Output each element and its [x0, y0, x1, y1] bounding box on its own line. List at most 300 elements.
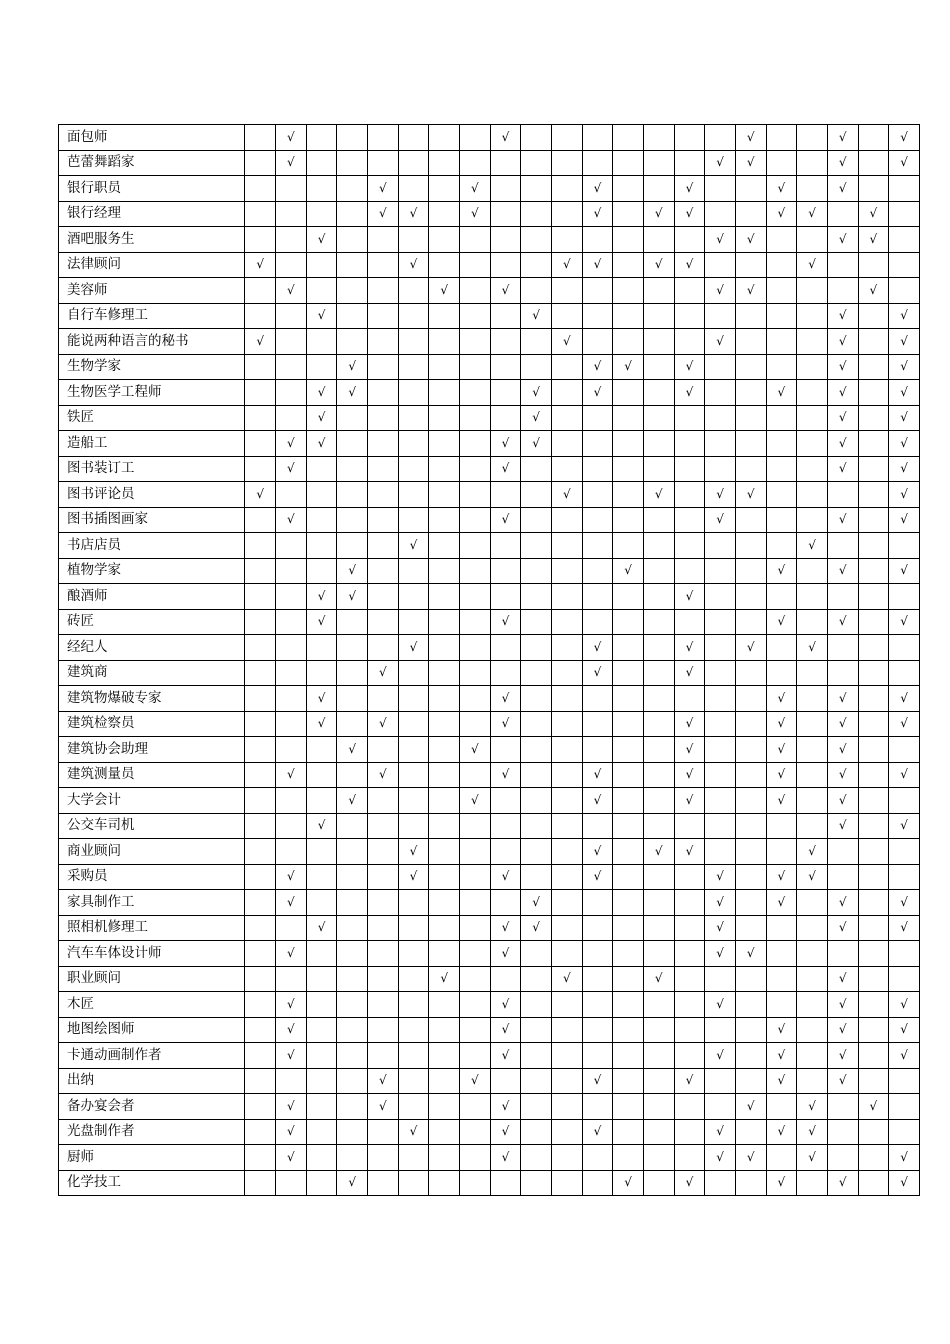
check-mark: √: [900, 333, 908, 348]
table-cell: [429, 533, 460, 559]
table-cell: [827, 227, 858, 253]
check-mark: √: [685, 716, 694, 731]
check-mark: √: [716, 996, 724, 1011]
table-cell: [551, 533, 582, 559]
table-cell: [582, 176, 613, 202]
table-cell: [858, 635, 889, 661]
check-mark: √: [624, 563, 632, 578]
table-cell: [490, 354, 521, 380]
table-cell: [490, 813, 521, 839]
table-cell: [613, 1145, 644, 1171]
check-mark: √: [379, 767, 387, 782]
table-cell: [613, 660, 644, 686]
table-cell: [337, 686, 368, 712]
table-cell: [766, 558, 797, 584]
table-cell: [306, 1043, 337, 1069]
table-cell: [521, 303, 552, 329]
table-cell: [337, 1017, 368, 1043]
table-cell: [429, 303, 460, 329]
table-cell: [827, 584, 858, 610]
table-cell: [674, 686, 705, 712]
check-mark: √: [685, 1073, 694, 1088]
table-cell: [889, 405, 920, 431]
check-mark: √: [777, 690, 786, 705]
table-cell: [368, 737, 399, 763]
table-row: [59, 1170, 920, 1196]
check-mark: √: [900, 359, 908, 374]
table-cell: [398, 584, 429, 610]
table-cell: [368, 1017, 399, 1043]
table-cell: [643, 125, 674, 151]
table-cell: [368, 125, 399, 151]
table-cell: [582, 329, 613, 355]
table-cell: [889, 788, 920, 814]
table-cell: [459, 686, 490, 712]
table-cell: [735, 227, 766, 253]
table-cell: [735, 482, 766, 508]
table-cell: [276, 660, 307, 686]
table-cell: [429, 431, 460, 457]
table-cell: [551, 354, 582, 380]
check-mark: √: [654, 257, 663, 272]
table-cell: [337, 303, 368, 329]
check-mark: √: [379, 665, 387, 680]
table-cell: [643, 227, 674, 253]
check-mark: √: [317, 818, 326, 833]
table-cell: [368, 941, 399, 967]
table-cell: [858, 915, 889, 941]
table-cell: [797, 839, 828, 865]
table-cell: [889, 635, 920, 661]
check-mark: √: [838, 741, 847, 756]
table-cell: [827, 201, 858, 227]
table-cell: [674, 915, 705, 941]
check-mark: √: [900, 384, 908, 399]
table-cell: [490, 150, 521, 176]
table-cell: [245, 992, 276, 1018]
table-cell: [827, 431, 858, 457]
check-mark: √: [900, 461, 908, 476]
table-cell: [459, 1068, 490, 1094]
table-cell: [827, 890, 858, 916]
table-row: [59, 584, 920, 610]
table-cell: [459, 278, 490, 304]
table-cell: [368, 1094, 399, 1120]
check-mark: √: [716, 1124, 724, 1139]
table-cell: [245, 533, 276, 559]
table-cell: [368, 635, 399, 661]
table-cell: [735, 150, 766, 176]
table-cell: [705, 1119, 736, 1145]
table-cell: [735, 405, 766, 431]
table-cell: [643, 380, 674, 406]
table-cell: [613, 1094, 644, 1120]
check-mark: √: [869, 282, 878, 297]
check-mark: √: [409, 257, 418, 272]
table-cell: [429, 1043, 460, 1069]
check-mark: √: [808, 537, 816, 552]
table-cell: [889, 762, 920, 788]
table-cell: [429, 737, 460, 763]
table-cell: [674, 737, 705, 763]
table-cell: [521, 660, 552, 686]
table-cell: [797, 176, 828, 202]
table-cell: [306, 890, 337, 916]
table-cell: [521, 1017, 552, 1043]
table-cell: [582, 966, 613, 992]
check-mark: √: [716, 155, 724, 170]
check-mark: √: [746, 155, 755, 170]
check-mark: √: [593, 869, 602, 884]
table-cell: [490, 1119, 521, 1145]
table-cell: [459, 584, 490, 610]
table-cell: [337, 635, 368, 661]
table-cell: [643, 329, 674, 355]
job-title: 公交车司机: [59, 813, 245, 839]
table-cell: [245, 1170, 276, 1196]
table-cell: [705, 278, 736, 304]
table-cell: [429, 711, 460, 737]
check-mark: √: [593, 257, 602, 272]
job-title: 经纪人: [59, 635, 245, 661]
table-cell: [797, 1068, 828, 1094]
table-cell: [858, 176, 889, 202]
check-mark: √: [838, 461, 847, 476]
table-cell: [551, 839, 582, 865]
table-cell: [613, 150, 644, 176]
table-cell: [490, 507, 521, 533]
table-cell: [735, 1170, 766, 1196]
check-mark: √: [838, 1022, 847, 1037]
table-cell: [398, 507, 429, 533]
table-cell: [490, 252, 521, 278]
table-cell: [368, 278, 399, 304]
check-mark: √: [838, 512, 847, 527]
table-cell: [582, 737, 613, 763]
table-cell: [337, 788, 368, 814]
table-cell: [827, 482, 858, 508]
table-cell: [582, 686, 613, 712]
table-cell: [735, 329, 766, 355]
check-mark: √: [746, 1149, 755, 1164]
job-title: 造船工: [59, 431, 245, 457]
table-cell: [337, 609, 368, 635]
check-mark: √: [501, 767, 510, 782]
table-cell: [735, 533, 766, 559]
table-cell: [429, 1068, 460, 1094]
table-cell: [398, 1119, 429, 1145]
table-cell: [337, 864, 368, 890]
table-cell: [306, 686, 337, 712]
table-cell: [521, 354, 552, 380]
job-title: 芭蕾舞蹈家: [59, 150, 245, 176]
check-mark: √: [777, 741, 786, 756]
table-cell: [827, 1094, 858, 1120]
job-title: 面包师: [59, 125, 245, 151]
table-cell: [368, 482, 399, 508]
check-mark: √: [348, 384, 356, 399]
check-mark: √: [409, 206, 418, 221]
table-cell: [766, 431, 797, 457]
check-mark: √: [654, 843, 663, 858]
table-cell: [459, 252, 490, 278]
check-mark: √: [562, 333, 571, 348]
table-cell: [705, 1017, 736, 1043]
table-cell: [245, 150, 276, 176]
check-mark: √: [287, 282, 295, 297]
table-cell: [735, 992, 766, 1018]
table-cell: [490, 380, 521, 406]
table-row: [59, 558, 920, 584]
table-cell: [459, 635, 490, 661]
table-cell: [766, 1017, 797, 1043]
check-mark: √: [685, 639, 694, 654]
table-cell: [521, 864, 552, 890]
table-cell: [245, 405, 276, 431]
table-cell: [306, 839, 337, 865]
table-cell: [797, 890, 828, 916]
table-cell: [521, 150, 552, 176]
table-cell: [306, 915, 337, 941]
table-cell: [889, 176, 920, 202]
table-cell: [582, 405, 613, 431]
table-cell: [276, 150, 307, 176]
check-mark: √: [746, 282, 755, 297]
table-cell: [613, 405, 644, 431]
table-cell: [459, 558, 490, 584]
table-cell: [889, 227, 920, 253]
check-mark: √: [900, 435, 908, 450]
table-cell: [674, 941, 705, 967]
table-cell: [613, 890, 644, 916]
table-cell: [459, 456, 490, 482]
table-cell: [398, 303, 429, 329]
table-cell: [398, 915, 429, 941]
table-cell: [766, 890, 797, 916]
table-cell: [797, 992, 828, 1018]
table-cell: [429, 1170, 460, 1196]
table-cell: [459, 201, 490, 227]
table-cell: [490, 1068, 521, 1094]
table-cell: [582, 941, 613, 967]
table-cell: [858, 941, 889, 967]
table-cell: [797, 354, 828, 380]
check-mark: √: [501, 1098, 510, 1113]
table-cell: [490, 125, 521, 151]
table-cell: [643, 1017, 674, 1043]
table-cell: [735, 1094, 766, 1120]
table-cell: [674, 1170, 705, 1196]
check-mark: √: [685, 843, 694, 858]
table-cell: [490, 1094, 521, 1120]
table-cell: [551, 1145, 582, 1171]
table-cell: [521, 176, 552, 202]
table-cell: [459, 150, 490, 176]
table-cell: [368, 507, 399, 533]
table-cell: [797, 1145, 828, 1171]
table-cell: [245, 1094, 276, 1120]
table-cell: [306, 635, 337, 661]
table-cell: [674, 1043, 705, 1069]
table-cell: [459, 1170, 490, 1196]
table-cell: [705, 992, 736, 1018]
table-cell: [582, 813, 613, 839]
check-mark: √: [777, 1175, 786, 1190]
table-cell: [398, 941, 429, 967]
table-cell: [245, 788, 276, 814]
table-cell: [368, 839, 399, 865]
table-cell: [797, 635, 828, 661]
table-cell: [858, 1043, 889, 1069]
table-cell: [521, 992, 552, 1018]
table-cell: [521, 482, 552, 508]
table-cell: [797, 762, 828, 788]
job-title: 汽车车体设计师: [59, 941, 245, 967]
table-cell: [459, 125, 490, 151]
table-cell: [459, 1094, 490, 1120]
table-cell: [521, 278, 552, 304]
table-cell: [429, 1094, 460, 1120]
occupation-table: [58, 124, 920, 1196]
table-cell: [521, 813, 552, 839]
check-mark: √: [501, 435, 510, 450]
table-cell: [306, 1170, 337, 1196]
table-cell: [705, 1068, 736, 1094]
check-mark: √: [900, 563, 908, 578]
table-cell: [306, 482, 337, 508]
table-cell: [276, 125, 307, 151]
table-cell: [276, 609, 307, 635]
table-cell: [643, 176, 674, 202]
table-row: [59, 635, 920, 661]
table-cell: [245, 354, 276, 380]
check-mark: √: [777, 206, 786, 221]
table-cell: [429, 788, 460, 814]
check-mark: √: [409, 1124, 418, 1139]
job-title: 照相机修理工: [59, 915, 245, 941]
table-cell: [766, 1094, 797, 1120]
table-cell: [766, 533, 797, 559]
table-cell: [306, 278, 337, 304]
table-cell: [551, 456, 582, 482]
check-mark: √: [900, 129, 908, 144]
check-mark: √: [593, 206, 602, 221]
table-cell: [766, 737, 797, 763]
table-cell: [582, 609, 613, 635]
table-cell: [705, 533, 736, 559]
check-mark: √: [317, 231, 326, 246]
table-cell: [889, 1145, 920, 1171]
check-mark: √: [685, 741, 694, 756]
table-cell: [582, 482, 613, 508]
table-cell: [551, 1043, 582, 1069]
table-cell: [398, 1170, 429, 1196]
check-mark: √: [838, 767, 847, 782]
check-mark: √: [777, 614, 786, 629]
check-mark: √: [379, 180, 387, 195]
table-cell: [398, 201, 429, 227]
table-cell: [368, 864, 399, 890]
table-cell: [705, 788, 736, 814]
table-cell: [827, 303, 858, 329]
table-cell: [368, 966, 399, 992]
table-cell: [521, 533, 552, 559]
table-cell: [398, 533, 429, 559]
table-cell: [490, 1170, 521, 1196]
table-cell: [705, 1170, 736, 1196]
table-cell: [368, 201, 399, 227]
table-cell: [613, 125, 644, 151]
table-cell: [674, 252, 705, 278]
table-cell: [582, 558, 613, 584]
check-mark: √: [746, 486, 755, 501]
table-cell: [674, 176, 705, 202]
check-mark: √: [654, 486, 663, 501]
table-cell: [582, 788, 613, 814]
table-cell: [368, 354, 399, 380]
table-cell: [858, 354, 889, 380]
table-cell: [643, 1145, 674, 1171]
table-cell: [245, 1068, 276, 1094]
table-cell: [306, 405, 337, 431]
check-mark: √: [838, 231, 847, 246]
check-mark: √: [593, 792, 602, 807]
check-mark: √: [287, 435, 295, 450]
table-cell: [429, 609, 460, 635]
table-cell: [858, 533, 889, 559]
table-cell: [582, 890, 613, 916]
table-cell: [276, 839, 307, 865]
table-cell: [551, 1017, 582, 1043]
table-cell: [889, 1043, 920, 1069]
table-row: [59, 482, 920, 508]
table-cell: [705, 813, 736, 839]
table-cell: [674, 380, 705, 406]
table-cell: [674, 813, 705, 839]
table-cell: [337, 762, 368, 788]
table-cell: [459, 941, 490, 967]
table-cell: [245, 1017, 276, 1043]
table-cell: [245, 507, 276, 533]
table-cell: [245, 303, 276, 329]
table-cell: [643, 482, 674, 508]
check-mark: √: [869, 1098, 878, 1113]
check-mark: √: [900, 1047, 908, 1062]
table-cell: [705, 354, 736, 380]
table-cell: [613, 1017, 644, 1043]
table-cell: [429, 380, 460, 406]
table-cell: [276, 252, 307, 278]
table-cell: [429, 278, 460, 304]
table-cell: [551, 431, 582, 457]
check-mark: √: [838, 1073, 847, 1088]
table-cell: [643, 354, 674, 380]
table-row: [59, 813, 920, 839]
table-cell: [674, 839, 705, 865]
check-mark: √: [900, 1149, 908, 1164]
check-mark: √: [501, 129, 510, 144]
table-cell: [245, 252, 276, 278]
table-cell: [858, 584, 889, 610]
table-cell: [827, 278, 858, 304]
table-cell: [827, 176, 858, 202]
table-cell: [613, 456, 644, 482]
check-mark: √: [501, 512, 510, 527]
check-mark: √: [777, 767, 786, 782]
table-cell: [398, 890, 429, 916]
table-row: [59, 1094, 920, 1120]
table-cell: [735, 456, 766, 482]
